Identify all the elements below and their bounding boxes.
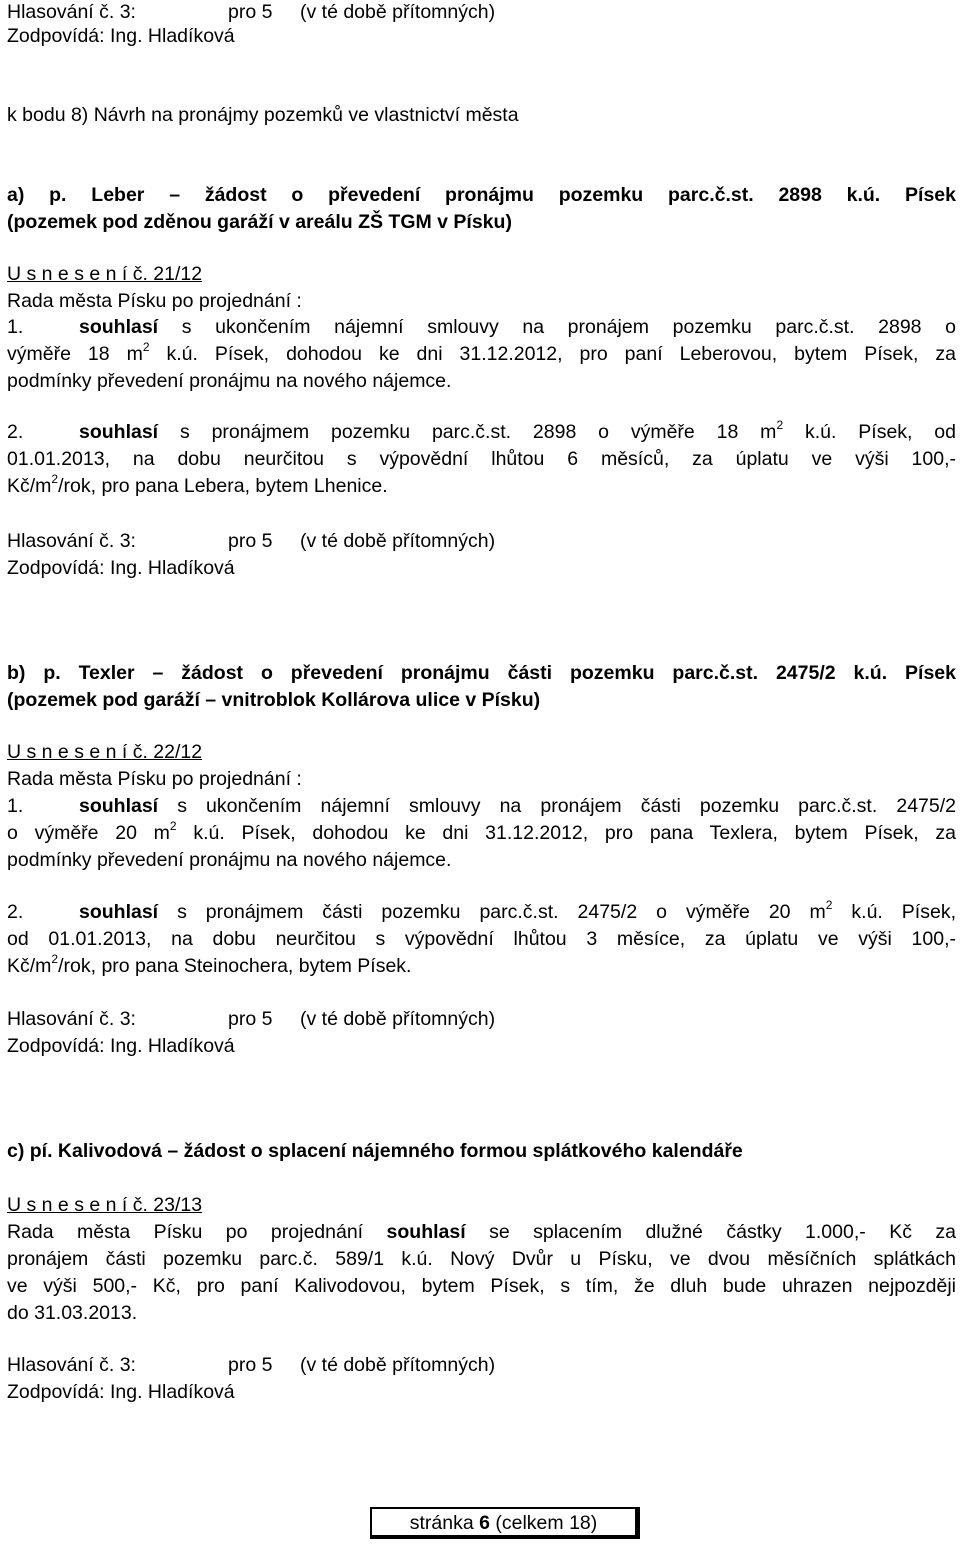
item-a-p2-line3: $Kč/m^2$/rok, pro pana Lebera, bytem Lhenice. <box>7 471 388 497</box>
item-b-resolution <box>7 740 956 764</box>
item-a-title: a) p. Leber – žádost o převedení pronájmu pozemku parc.č.st. 2898 k.ú. Písek <box>7 184 956 206</box>
resolution-label: U s n e s e n í č. 21/12 <box>7 263 203 285</box>
section-heading: k bodu 8) Návrh na pronájmy pozemků ve vlastnictví města <box>7 104 519 126</box>
item-a-p1-line2: výměře 18 $m^2$ k.ú. Písek, dohodou ke dni 31.12.2012, pro paní Leberovou, bytem Písek, za <box>7 339 956 365</box>
vote-note: (v té době přítomných) <box>300 530 496 552</box>
page-number: 6 <box>479 1512 490 1534</box>
item-b-p2-line3: $Kč/m^2$/rok, pro pana Steinochera, bytem Písek. <box>7 951 412 977</box>
resolution-label: U s n e s e n í č. 23/13 <box>7 1194 203 1216</box>
item-c-line3: ve výši 500,- Kč, pro paní Kalivodovou, bytem Písek, s tím, že dluh bude uhrazen nejpozději <box>7 1275 956 1297</box>
item-c-line4: do 31.03.2013. <box>7 1302 138 1324</box>
item-b-council: Rada města Písku po projednání : <box>7 768 302 790</box>
vote-label: Hlasování č. 3: <box>7 530 136 552</box>
vote-label: Hlasování č. 3: <box>7 1008 136 1030</box>
vote-note: (v té době přítomných) <box>300 1 496 23</box>
item-a-resolution <box>7 262 956 286</box>
resolution-label: U s n e s e n í č. 22/12 <box>7 741 203 763</box>
item-a-p2-line1: 2. souhlasí s pronájmem pozemku parc.č.st. 2898 o výměře 18 $m^2$ k.ú. Písek, od <box>7 417 957 443</box>
item-a-council: Rada města Písku po projednání : <box>7 290 302 312</box>
responsible: Zodpovídá: Ing. Hladíková <box>7 557 235 579</box>
item-a-p1-line3: podmínky převedení pronájmu na nového nájemce. <box>7 370 452 392</box>
responsible: Zodpovídá: Ing. Hladíková <box>7 1381 235 1403</box>
item-b-p2-line1: 2. souhlasí s pronájmem části pozemku parc.č.st. 2475/2 o výměře 20 $m^2$ k.ú. Písek, <box>7 897 956 923</box>
item-b-p1-line3: podmínky převedení pronájmu na nového nájemce. <box>7 849 452 871</box>
vote-count: pro 5 <box>228 1 273 23</box>
vote-label: Hlasování č. 3: <box>7 1 136 23</box>
responsible: Zodpovídá: Ing. Hladíková <box>7 25 235 47</box>
item-b-title: b) p. Texler – žádost o převedení pronájmu části pozemku parc.č.st. 2475/2 k.ú. Písek <box>7 662 956 684</box>
item-b-subtitle: (pozemek pod garáží – vnitroblok Kollárova ulice v Písku) <box>7 689 541 711</box>
item-c-title: c) pí. Kalivodová – žádost o splacení nájemného formou splátkového kalendáře <box>7 1140 743 1162</box>
vote-note: (v té době přítomných) <box>300 1008 496 1030</box>
item-a-subtitle: (pozemek pod zděnou garáží v areálu ZŠ TGM v Písku) <box>7 211 512 233</box>
item-b-p2-line2: od 01.01.2013, na dobu neurčitou s výpovědní lhůtou 3 měsíce, za úplatu ve výši 100,- <box>7 928 956 950</box>
item-a-p1-line1: 1. souhlasí s ukončením nájemní smlouvy na pronájem pozemku parc.č.st. 2898 o <box>7 316 956 338</box>
item-a-p2-line2: 01.01.2013, na dobu neurčitou s výpovědní lhůtou 6 měsíců, za úplatu ve výši 100,- <box>7 448 956 470</box>
vote-note: (v té době přítomných) <box>300 1354 496 1376</box>
vote-count: pro 5 <box>228 530 273 552</box>
responsible: Zodpovídá: Ing. Hladíková <box>7 1035 235 1057</box>
item-b-p1-line2: o výměře 20 $m^2$ k.ú. Písek, dohodou ke dni 31.12.2012, pro pana Texlera, bytem Písek, za <box>7 818 956 844</box>
item-c-resolution <box>7 1193 956 1217</box>
page-number-box: stránka 6 (celkem 18) <box>370 1507 640 1539</box>
item-c-line1: Rada města Písku po projednání souhlasí se splacením dlužné částky 1.000,- Kč za <box>7 1221 956 1243</box>
item-c-line2: pronájem části pozemku parc.č. 589/1 k.ú. Nový Dvůr u Písku, ve dvou měsíčních splátkách <box>7 1248 956 1270</box>
vote-count: pro 5 <box>228 1008 273 1030</box>
vote-count: pro 5 <box>228 1354 273 1376</box>
vote-label: Hlasování č. 3: <box>7 1354 136 1376</box>
item-b-p1-line1: 1. souhlasí s ukončením nájemní smlouvy na pronájem části pozemku parc.č.st. 2475/2 <box>7 795 956 817</box>
